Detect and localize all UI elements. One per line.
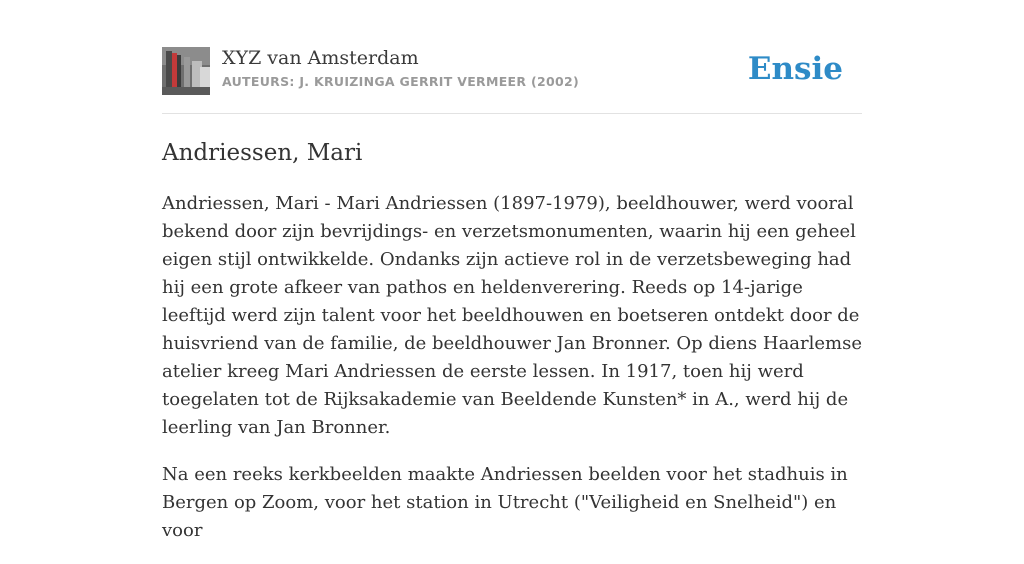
entry-title: Andriessen, Mari bbox=[162, 140, 363, 166]
book-header bbox=[162, 0, 862, 114]
book-cover-image bbox=[162, 47, 210, 95]
book-title[interactable]: XYZ van Amsterdam bbox=[222, 47, 419, 69]
entry-body bbox=[162, 190, 862, 564]
ensie-logo[interactable]: Ensie bbox=[747, 51, 843, 87]
entry-paragraph: Andriessen, Mari - Mari Andriessen (1897-1979), beeldhouwer, werd vooral bekend door zijn bevrijdings- en verzetsmonumenten, waarin hij een geheel eigen stijl ontwikkelde. Ondanks zijn actieve rol in de verzetsbeweging had hij een grote afkeer van pathos en heldenverering. Reeds op 14-jarige leeftijd werd zijn talent voor het beeldhouwen en boetseren ontdekt door de huisvriend van de familie, de beeldhouwer Jan Bronner. Op diens Haarlemse atelier kreeg Mari Andriessen de eerste lessen. In 1917, toen hij werd toegelaten tot de Rijksakademie van Beeldende Kunsten* in A., werd hij de leerling van Jan Bronner. bbox=[162, 193, 863, 438]
book-authors: AUTEURS: J. KRUIZINGA GERRIT VERMEER (2002) bbox=[222, 74, 579, 89]
page bbox=[162, 0, 863, 541]
entry-paragraph: Na een reeks kerkbeelden maakte Andriessen beelden voor het stadhuis in Bergen op Zoom, voor het station in Utrecht ("Veiligheid en Snelheid") en voor bbox=[162, 464, 848, 541]
book-cover-avatar[interactable] bbox=[162, 47, 210, 95]
